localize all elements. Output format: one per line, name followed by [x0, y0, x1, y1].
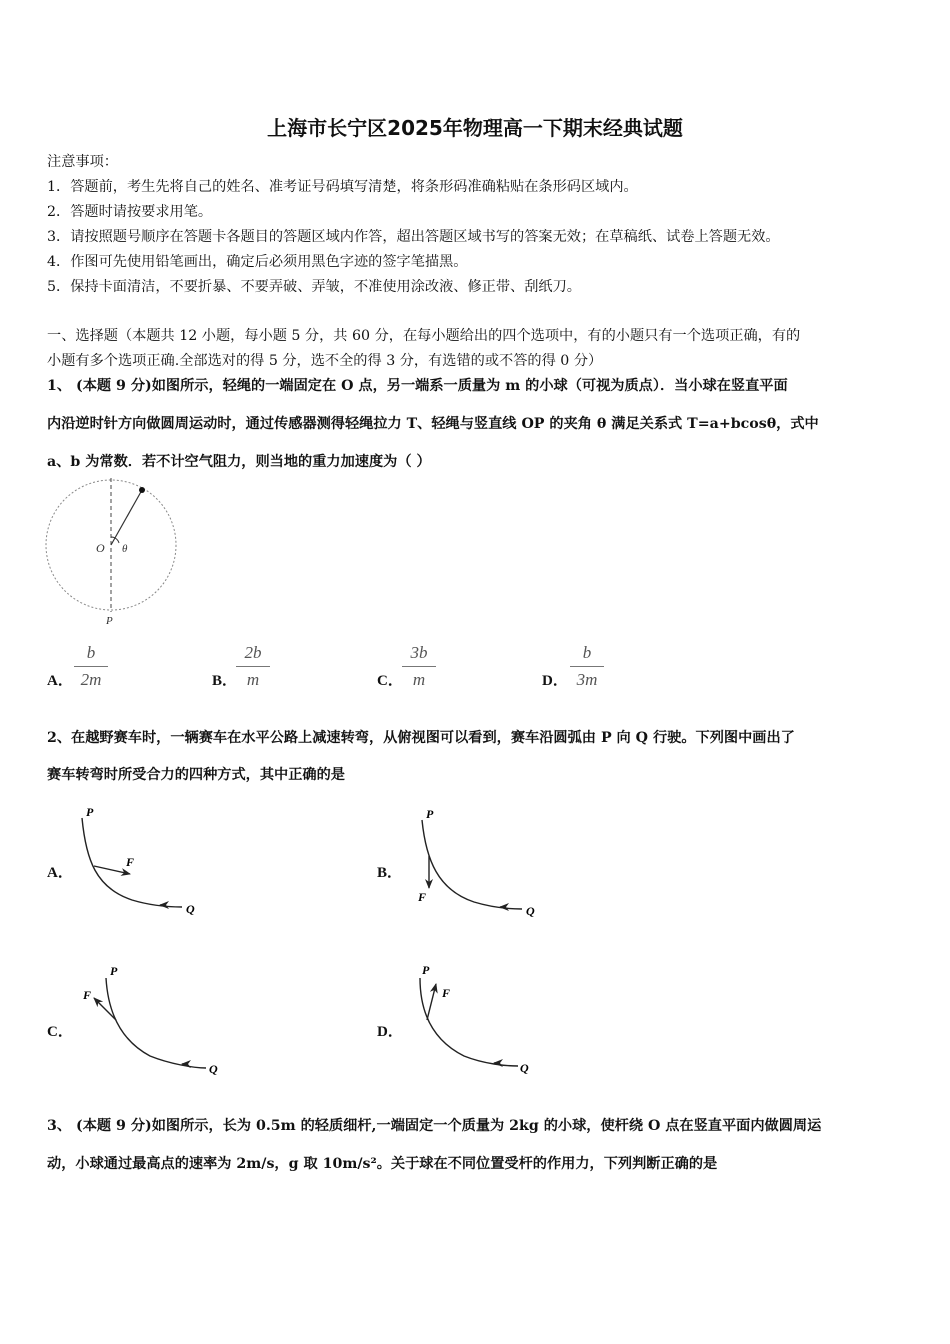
- label-f: F: [83, 988, 92, 1002]
- curve-path: [422, 820, 522, 909]
- option-a-label[interactable]: A．: [47, 673, 73, 689]
- fraction-bar: [236, 666, 270, 667]
- label-q: Q: [186, 902, 195, 916]
- label-f: F: [442, 986, 451, 1000]
- q2-option-c-figure[interactable]: [78, 960, 228, 1080]
- force-arrow: [427, 984, 436, 1020]
- option-c-fraction[interactable]: [402, 643, 436, 690]
- denominator: 2m: [80, 670, 102, 689]
- q2-option-c-label[interactable]: C．: [47, 1024, 73, 1040]
- question-3-text: 3、 (本题 9 分)如图所示，长为 0.5m 的轻质细杆,一端固定一个质量为 2kg 的小球，使杆绕 O 点在竖直平面内做圆周运: [47, 1118, 822, 1134]
- label-p: P: [110, 964, 118, 978]
- q2-option-a-label[interactable]: A．: [47, 865, 73, 881]
- denominator: m: [412, 670, 426, 689]
- q2-option-d-label[interactable]: D．: [377, 1024, 403, 1040]
- curve-path: [106, 978, 206, 1068]
- notice-item: 2．答题时请按要求用笔。: [47, 204, 213, 220]
- notice-item: 3．请按照题号顺序在答题卡各题目的答题区域内作答，超出答题区域书写的答案无效；在草稿纸、试卷上答题无效。: [47, 229, 780, 245]
- label-theta: θ: [122, 543, 128, 555]
- q2-option-b-figure[interactable]: [412, 800, 552, 920]
- option-c-label[interactable]: C．: [377, 673, 403, 689]
- fraction-bar: [74, 666, 108, 667]
- notice-item: 5．保持卡面清洁，不要折暴、不要弄破、弄皱，不准使用涂改液、修正带、刮纸刀。: [47, 279, 581, 295]
- label-o: O: [96, 541, 105, 555]
- label-q: Q: [520, 1061, 529, 1075]
- numerator: 3b: [410, 643, 428, 662]
- section-instruction: 小题有多个选项正确.全部选对的得 5 分，选不全的得 3 分，有选错的或不答的得 0 分）: [47, 353, 603, 369]
- notice-heading: 注意事项：: [47, 154, 118, 170]
- rope: [111, 490, 142, 545]
- force-arrow: [94, 866, 130, 874]
- question-1-figure: [40, 474, 185, 630]
- question-3-text: 动，小球通过最高点的速率为 2m/s，g 取 10m/s²。关于球在不同位置受杆的作用力，下列判断正确的是: [47, 1156, 718, 1172]
- numerator: b: [86, 643, 96, 662]
- fraction-bar: [570, 666, 604, 667]
- option-d-fraction[interactable]: [570, 643, 604, 690]
- question-1-text: a、b 为常数．若不计空气阻力，则当地的重力加速度为（ ）: [47, 454, 431, 470]
- force-arrow: [94, 998, 116, 1020]
- ball: [139, 487, 145, 493]
- option-b-fraction[interactable]: [236, 643, 270, 690]
- option-a-fraction[interactable]: [74, 643, 108, 690]
- section-instruction: 一、选择题（本题共 12 小题，每小题 5 分，共 60 分，在每小题给出的四个选项中，有的小题只有一个选项正确，有的: [47, 328, 801, 344]
- q2-option-d-figure[interactable]: [408, 960, 548, 1080]
- fraction-bar: [402, 666, 436, 667]
- option-b-label[interactable]: B．: [212, 673, 238, 689]
- label-q: Q: [526, 904, 535, 918]
- notice-item: 4．作图可先使用铅笔画出，确定后必须用黑色字迹的签字笔描黑。: [47, 254, 468, 270]
- q2-option-a-figure[interactable]: [72, 800, 212, 920]
- question-2-text: 赛车转弯时所受合力的四种方式，其中正确的是: [47, 767, 345, 783]
- label-p: P: [106, 615, 113, 627]
- numerator: 2b: [244, 643, 262, 662]
- question-2-text: 2、在越野赛车时，一辆赛车在水平公路上减速转弯，从俯视图可以看到，赛车沿圆弧由 P 向 Q 行驶。下列图中画出了: [47, 730, 795, 746]
- label-p: P: [86, 805, 94, 819]
- q2-option-b-label[interactable]: B．: [377, 865, 403, 881]
- label-p: P: [426, 807, 434, 821]
- denominator: m: [246, 670, 260, 689]
- option-d-label[interactable]: D．: [542, 673, 568, 689]
- denominator: 3m: [576, 670, 598, 689]
- question-1-text: 内沿逆时针方向做圆周运动时，通过传感器测得轻绳拉力 T、轻绳与竖直线 OP 的夹角 θ 满足关系式 T=a+bcosθ，式中: [47, 416, 819, 432]
- page-title: 上海市长宁区2025年物理高一下期末经典试题: [267, 116, 683, 140]
- question-1-text: 1、 (本题 9 分)如图所示，轻绳的一端固定在 O 点，另一端系一质量为 m 的小球（可视为质点）．当小球在竖直平面: [47, 378, 788, 394]
- label-f: F: [126, 855, 135, 869]
- numerator: b: [582, 643, 592, 662]
- label-q: Q: [209, 1062, 218, 1076]
- notice-item: 1．答题前，考生先将自己的姓名、准考证号码填写清楚，将条形码准确粘贴在条形码区域内。: [47, 179, 638, 195]
- label-p: P: [422, 963, 430, 977]
- label-f: F: [418, 890, 427, 904]
